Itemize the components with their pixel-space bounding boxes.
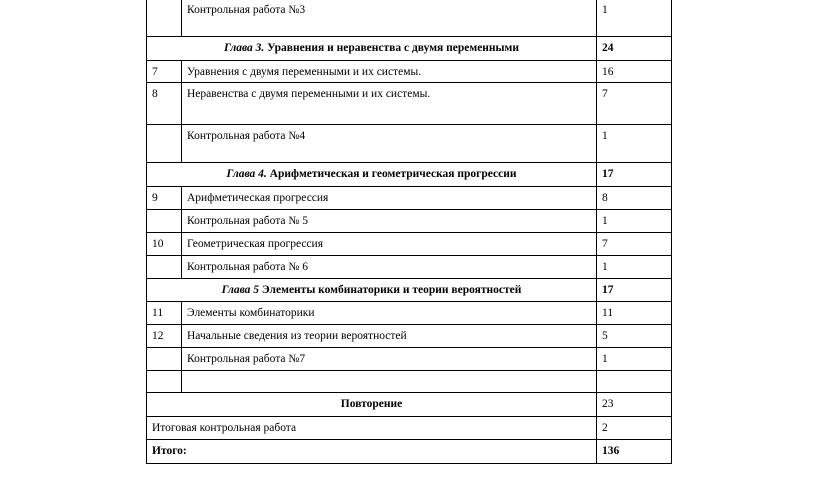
chapter-hours: 17 xyxy=(597,279,672,302)
chapter-title xyxy=(147,279,597,302)
table-row xyxy=(147,325,672,348)
table-row xyxy=(147,256,672,279)
table-row xyxy=(147,187,672,210)
chapter-label: Глава 4 xyxy=(226,168,264,180)
lesson-topic: Уравнения с двумя переменными и их системы. xyxy=(182,61,597,83)
lesson-topic: Арифметическая прогрессия xyxy=(182,187,597,210)
final-test-label: Итоговая контрольная работа xyxy=(147,417,597,440)
lesson-hours: 1 xyxy=(597,0,672,37)
lesson-number xyxy=(147,256,182,279)
lesson-topic xyxy=(182,371,597,393)
chapter-row xyxy=(147,279,672,302)
chapter-hours: 24 xyxy=(597,37,672,61)
lesson-hours: 16 xyxy=(597,61,672,83)
table-row xyxy=(147,0,672,37)
lesson-topic: Контрольная работа №4 xyxy=(182,125,597,163)
lesson-hours: 8 xyxy=(597,187,672,210)
chapter-title xyxy=(147,37,597,61)
final-test-hours: 2 xyxy=(597,417,672,440)
lesson-number xyxy=(147,348,182,371)
lesson-topic: Контрольная работа №7 xyxy=(182,348,597,371)
chapter-title xyxy=(147,163,597,187)
lesson-number: 11 xyxy=(147,302,182,325)
lesson-number: 8 xyxy=(147,83,182,125)
repeat-label: Повторение xyxy=(147,393,597,417)
lesson-hours: 1 xyxy=(597,125,672,163)
chapter-separator: . xyxy=(261,42,265,54)
lesson-topic: Контрольная работа № 5 xyxy=(182,210,597,233)
chapter-separator: . xyxy=(263,168,267,180)
lesson-number xyxy=(147,125,182,163)
lesson-topic: Неравенства с двумя переменными и их системы. xyxy=(182,83,597,125)
table-row xyxy=(147,348,672,371)
lesson-number: 12 xyxy=(147,325,182,348)
lesson-hours: 11 xyxy=(597,302,672,325)
lesson-hours: 7 xyxy=(597,233,672,256)
table-row xyxy=(147,210,672,233)
table-row xyxy=(147,302,672,325)
chapter-row xyxy=(147,37,672,61)
lesson-number: 10 xyxy=(147,233,182,256)
total-label: Итого: xyxy=(147,440,597,464)
table-row xyxy=(147,83,672,125)
lesson-topic: Начальные сведения из теории вероятностей xyxy=(182,325,597,348)
chapter-name: Уравнения и неравенства с двумя переменными xyxy=(264,42,519,54)
total-row xyxy=(147,440,672,464)
chapter-name: Элементы комбинаторики и теории вероятностей xyxy=(259,284,522,296)
repeat-row xyxy=(147,393,672,417)
chapter-row xyxy=(147,163,672,187)
lesson-number xyxy=(147,0,182,37)
table-row xyxy=(147,233,672,256)
lesson-topic: Контрольная работа № 6 xyxy=(182,256,597,279)
chapter-name: Арифметическая и геометрическая прогрессии xyxy=(266,168,517,180)
lesson-number xyxy=(147,371,182,393)
total-hours: 136 xyxy=(597,440,672,464)
chapter-hours: 17 xyxy=(597,163,672,187)
empty-row xyxy=(147,371,672,393)
lesson-topic: Геометрическая прогрессия xyxy=(182,233,597,256)
lesson-hours: 7 xyxy=(597,83,672,125)
repeat-hours: 23 xyxy=(597,393,672,417)
lesson-topic: Элементы комбинаторики xyxy=(182,302,597,325)
chapter-label: Глава 5 xyxy=(221,284,260,296)
curriculum-table xyxy=(146,0,672,464)
table-row xyxy=(147,61,672,83)
lesson-number xyxy=(147,210,182,233)
lesson-hours: 1 xyxy=(597,256,672,279)
lesson-number: 7 xyxy=(147,61,182,83)
lesson-number: 9 xyxy=(147,187,182,210)
lesson-hours xyxy=(597,371,672,393)
lesson-topic: Контрольная работа №3 xyxy=(182,0,597,37)
final-test-row xyxy=(147,417,672,440)
lesson-hours: 1 xyxy=(597,348,672,371)
table-row xyxy=(147,125,672,163)
chapter-label: Глава 3 xyxy=(223,42,262,54)
lesson-hours: 5 xyxy=(597,325,672,348)
lesson-hours: 1 xyxy=(597,210,672,233)
